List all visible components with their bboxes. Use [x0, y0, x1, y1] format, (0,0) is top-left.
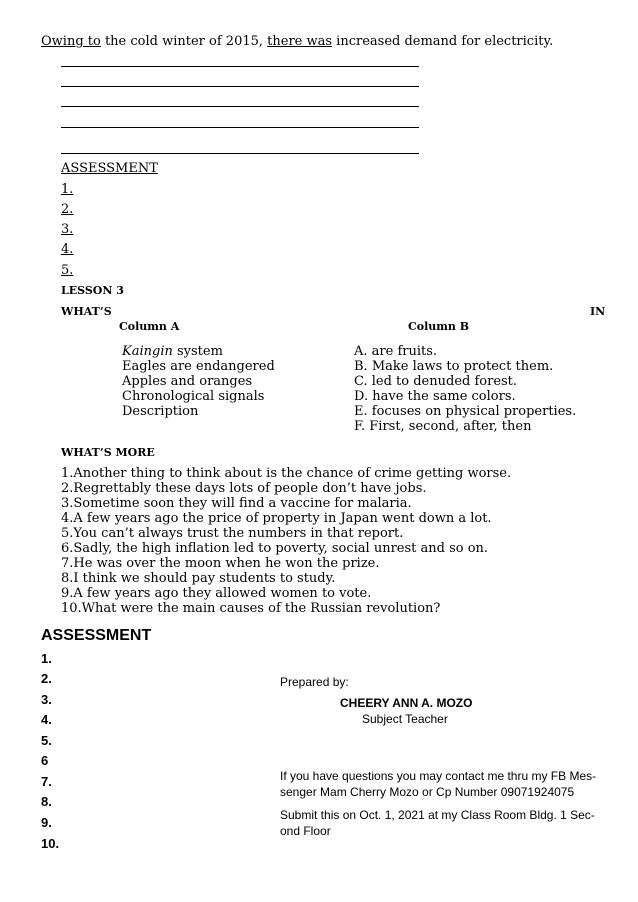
- whats-more-item-7: 7.He was over the moon when he won the prize.: [61, 556, 380, 571]
- assessment1-item-1: 1.: [61, 182, 74, 197]
- assessment1-item-4: 4.: [61, 242, 74, 257]
- assessment2-item-1: 1.: [41, 651, 52, 666]
- assessment2-item-9: 9.: [41, 815, 52, 830]
- column-b-item-c: C. led to denuded forest.: [354, 374, 518, 389]
- teacher-name: CHEERY ANN A. MOZO: [340, 696, 473, 710]
- column-a-item-4: Chronological signals: [122, 389, 265, 404]
- contact-line-2: senger Mam Cherry Mozo or Cp Number 09071924075: [280, 785, 575, 799]
- assessment2-item-5: 5.: [41, 733, 52, 748]
- column-a-item-1: [122, 344, 223, 359]
- column-b-item-e: E. focuses on physical properties.: [354, 404, 577, 419]
- assessment2-item-8: 8.: [41, 794, 52, 809]
- assessment1-item-3: 3.: [61, 222, 74, 237]
- whats-more-item-10: 10.What were the main causes of the Russian revolution?: [61, 601, 441, 616]
- answer-line: [61, 106, 419, 107]
- assessment1-item-5: 5.: [61, 263, 74, 278]
- column-a-item-2: Eagles are endangered: [122, 359, 275, 374]
- whats-in-right: IN: [590, 305, 606, 318]
- intro-text-4: increased demand for electricity.: [332, 34, 554, 49]
- whats-more-item-5: 5.You can’t always trust the numbers in that report.: [61, 526, 404, 541]
- intro-text-2: the cold winter of 2015,: [100, 34, 268, 49]
- assessment2-item-2: 2.: [41, 671, 52, 686]
- column-a-item-5: Description: [122, 404, 199, 419]
- assessment-heading-1: ASSESSMENT: [61, 161, 158, 176]
- whats-more-item-8: 8.I think we should pay students to study.: [61, 571, 336, 586]
- column-b-item-b: B. Make laws to protect them.: [354, 359, 554, 374]
- whats-more-item-1: 1.Another thing to think about is the chance of crime getting worse.: [61, 466, 512, 481]
- assessment-heading-2: ASSESSMENT: [41, 627, 152, 644]
- column-a-header: Column A: [119, 320, 180, 333]
- assessment1-item-2: 2.: [61, 202, 74, 217]
- answer-line: [61, 86, 419, 87]
- contact-line-1: If you have questions you may contact me thru my FB Mes-: [280, 769, 597, 783]
- intro-sentence: [41, 34, 553, 49]
- column-b-item-d: D. have the same colors.: [354, 389, 516, 404]
- assessment2-item-6: 6: [41, 753, 49, 768]
- prepared-by-label: Prepared by:: [280, 675, 349, 689]
- whats-more-item-2: 2.Regrettably these days lots of people don’t have jobs.: [61, 481, 427, 496]
- assessment2-item-10: 10.: [41, 836, 60, 851]
- teacher-role: Subject Teacher: [362, 712, 448, 726]
- intro-underlined-2: there was: [267, 34, 333, 49]
- column-b-item-f: F. First, second, after, then: [354, 419, 532, 434]
- assessment2-item-7: 7.: [41, 774, 52, 789]
- column-a-item-3: Apples and oranges: [122, 374, 253, 389]
- whats-more-title: WHAT’S MORE: [61, 446, 155, 459]
- submit-line-2: ond Floor: [280, 824, 331, 838]
- whats-more-item-4: 4.A few years ago the price of property in Japan went down a lot.: [61, 511, 492, 526]
- whats-more-item-3: 3.Sometime soon they will find a vaccine for malaria.: [61, 496, 412, 511]
- column-a-item-1-text: system: [177, 344, 223, 359]
- answer-line: [61, 127, 419, 128]
- submit-line-1: Submit this on Oct. 1, 2021 at my Class Room Bldg. 1 Sec-: [280, 808, 595, 822]
- assessment2-item-3: 3.: [41, 692, 52, 707]
- intro-underlined-1: Owing to: [41, 34, 101, 49]
- column-b-header: Column B: [408, 320, 470, 333]
- lesson-title: LESSON 3: [61, 284, 124, 297]
- answer-line: [61, 153, 419, 154]
- whats-in-left: WHAT’S: [61, 305, 112, 318]
- column-a-italic-term: Kaingin: [122, 344, 173, 359]
- column-b-item-a: A. are fruits.: [354, 344, 438, 359]
- answer-line: [61, 66, 419, 67]
- whats-more-item-9: 9.A few years ago they allowed women to vote.: [61, 586, 372, 601]
- assessment2-item-4: 4.: [41, 712, 52, 727]
- whats-more-item-6: 6.Sadly, the high inflation led to poverty, social unrest and so on.: [61, 541, 489, 556]
